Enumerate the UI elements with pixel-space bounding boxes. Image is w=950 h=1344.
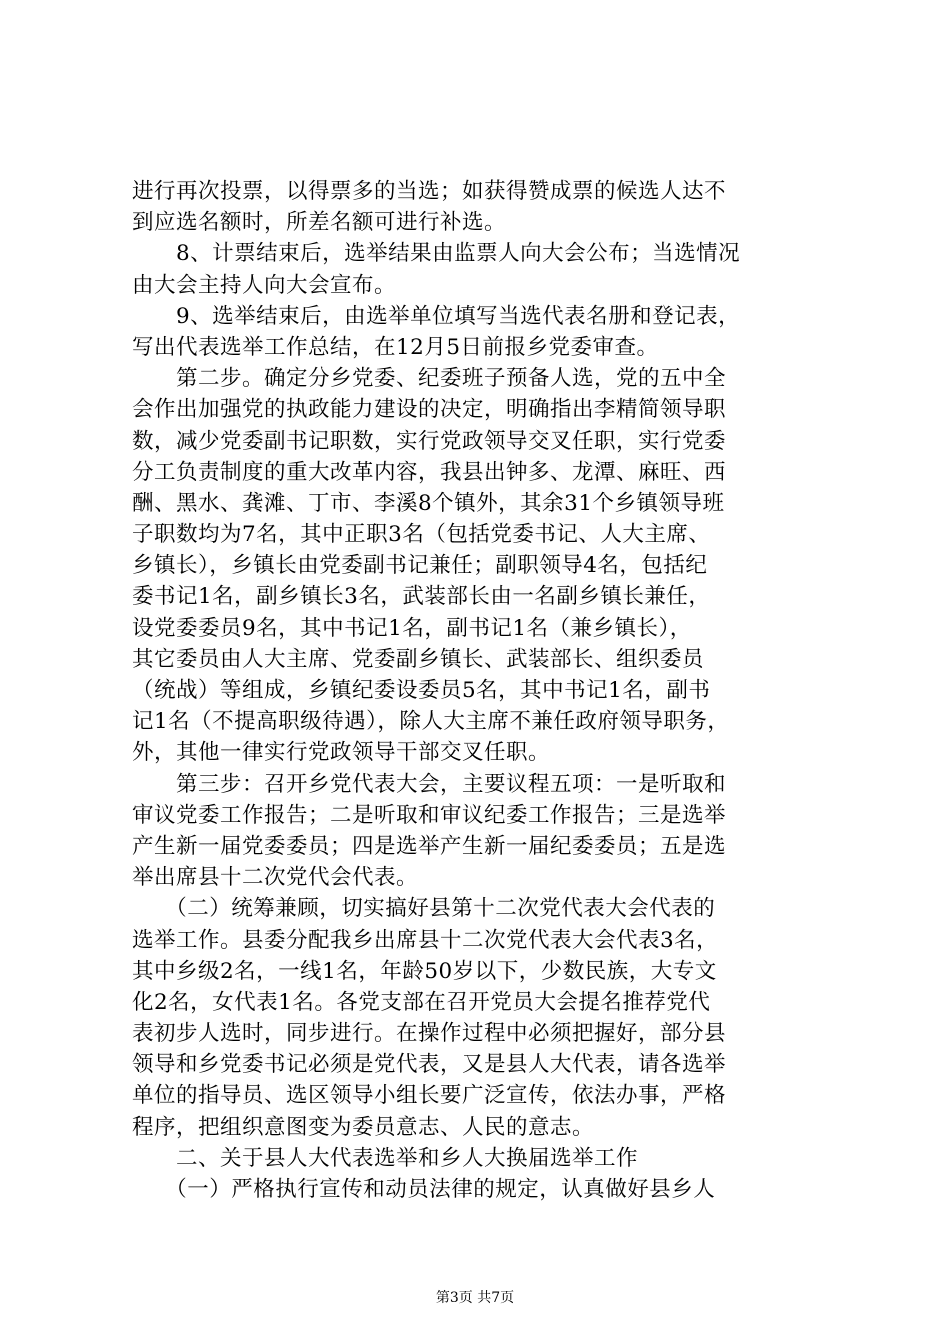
text-line: 到应选名额时，所差名额可进行补选。 — [132, 210, 507, 236]
text-line: 第三步：召开乡党代表大会，主要议程五项：一是听取和 — [132, 771, 727, 797]
text-line: （一）严格执行宣传和动员法律的规定，认真做好县乡人 — [132, 1177, 716, 1202]
text-line: 产生新一届党委委员；四是选举产生新一届纪委委员；五是选 — [132, 833, 727, 859]
text-line: 酬、黑水、龚滩、丁市、李溪8个镇外，其余31个乡镇领导班 — [132, 490, 725, 516]
text-line: 其中乡级2名，一线1名，年龄50岁以下，少数民族，大专文 — [132, 958, 717, 984]
text-line: 子职数均为7名，其中正职3名（包括党委书记、人大主席、 — [132, 522, 711, 548]
text-line: 进行再次投票，以得票多的当选；如获得赞成票的候选人达不 — [132, 179, 727, 204]
text-line: 写出代表选举工作总结，在12月5日前报乡党委审查。 — [132, 334, 659, 360]
text-line: 第二步。确定分乡党委、纪委班子预备人选，党的五中全 — [132, 366, 727, 392]
text-line: 举出席县十二次党代会代表。 — [132, 865, 419, 891]
page-footer: 第3页 共7页 — [435, 1290, 515, 1306]
text-line: 化2名，女代表1名。各党支部在召开党员大会提名推荐党代 — [132, 989, 711, 1015]
text-line: 8、计票结束后，选举结果由监票人向大会公布；当选情况 — [132, 241, 741, 267]
text-line: 记1名（不提高职级待遇），除人大主席不兼任政府领导职务， — [132, 709, 730, 735]
text-line: 9、选举结束后，由选举单位填写当选代表名册和登记表， — [132, 303, 741, 329]
text-line: 程序，把组织意图变为委员意志、人民的意志。 — [132, 1114, 595, 1140]
text-line: 外，其他一律实行党政领导干部交叉任职。 — [132, 740, 551, 766]
text-line: （二）统筹兼顾，切实搞好县第十二次党代表大会代表的 — [132, 896, 716, 922]
text-line: 委书记1名，副乡镇长3名，武装部长由一名副乡镇长兼任， — [132, 584, 711, 610]
text-line: （统战）等组成，乡镇纪委设委员5名，其中书记1名，副书 — [132, 678, 711, 703]
text-line: 二、关于县人大代表选举和乡人大换届选举工作 — [132, 1145, 639, 1171]
text-line: 数，减少党委副书记职数，实行党政领导交叉任职，实行党委 — [132, 428, 727, 454]
text-line: 表初步人选时，同步进行。在操作过程中必须把握好，部分县 — [132, 1021, 727, 1047]
text-line: 审议党委工作报告；二是听取和审议纪委工作报告；三是选举 — [132, 802, 727, 828]
text-line: 由大会主持人向大会宣布。 — [132, 272, 397, 298]
text-line: 单位的指导员、选区领导小组长要广泛宣传，依法办事，严格 — [132, 1083, 727, 1109]
text-line: 其它委员由人大主席、党委副乡镇长、武装部长、组织委员 — [132, 646, 705, 672]
document-body — [132, 176, 832, 1205]
text-line: 领导和乡党委书记必须是党代表，又是县人大代表，请各选举 — [132, 1052, 727, 1078]
text-line: 乡镇长），乡镇长由党委副书记兼任；副职领导4名，包括纪 — [132, 553, 708, 579]
text-line: 设党委委员9名，其中书记1名，副书记1名（兼乡镇长）， — [132, 615, 692, 641]
text-line: 选举工作。县委分配我乡出席县十二次党代表大会代表3名， — [132, 927, 719, 953]
text-line: 分工负责制度的重大改革内容，我县出钟多、龙潭、麻旺、西 — [132, 459, 727, 485]
text-line: 会作出加强党的执政能力建设的决定，明确指出李精简领导职 — [132, 397, 727, 423]
